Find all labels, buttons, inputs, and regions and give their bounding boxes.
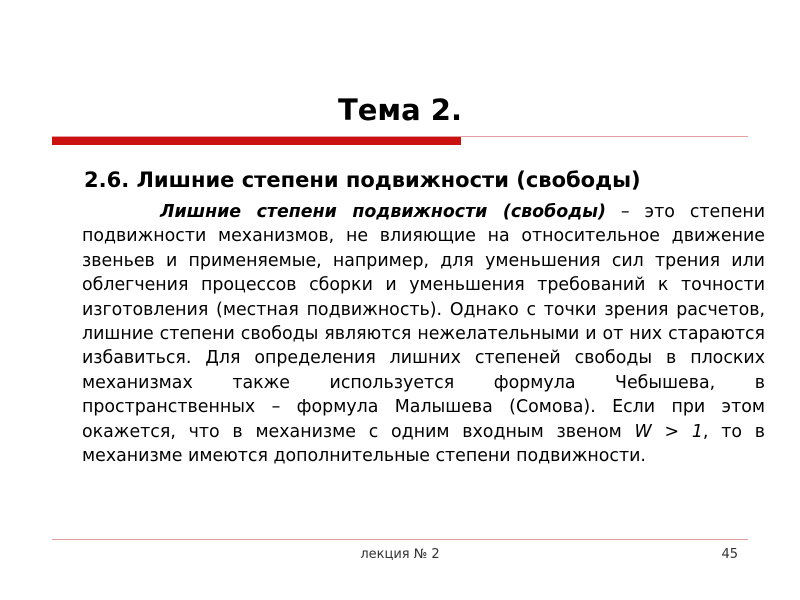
footer-lecture-label: лекция № 2	[360, 547, 440, 562]
footer-divider-line	[52, 539, 748, 540]
page-number: 45	[721, 547, 738, 562]
body-text	[82, 200, 765, 468]
formula-inline: W > 1	[634, 421, 703, 442]
defined-term: Лишние степени подвижности (свободы)	[160, 202, 606, 222]
slide-title: Тема 2.	[337, 93, 462, 127]
body-text-part1: – это степени подвижности механизмов, не влияющие на относительное движение звеньев и применяемые, например, для уменьшения сил трения или облегчения процессов сборки и уменьшения требований к точности изготовления (местная подвижность). Однако с точки зрения расчетов, лишние степени свободы являются нежелательными и от них стараются избавиться. Для определения лишних степеней свободы в плоских механизмах также используется формула Чебышева, в пространственных – формула Малышева (Сомова). Если при этом окажется, что в механизме с одним входным звеном	[82, 202, 765, 442]
title-divider-accent-bar	[52, 137, 461, 145]
body-text-part2: , то в механизме имеются дополнительные степени подвижности.	[82, 421, 766, 467]
body-paragraph	[82, 200, 765, 468]
section-heading: 2.6. Лишние степени подвижности (свободы)	[84, 168, 641, 192]
